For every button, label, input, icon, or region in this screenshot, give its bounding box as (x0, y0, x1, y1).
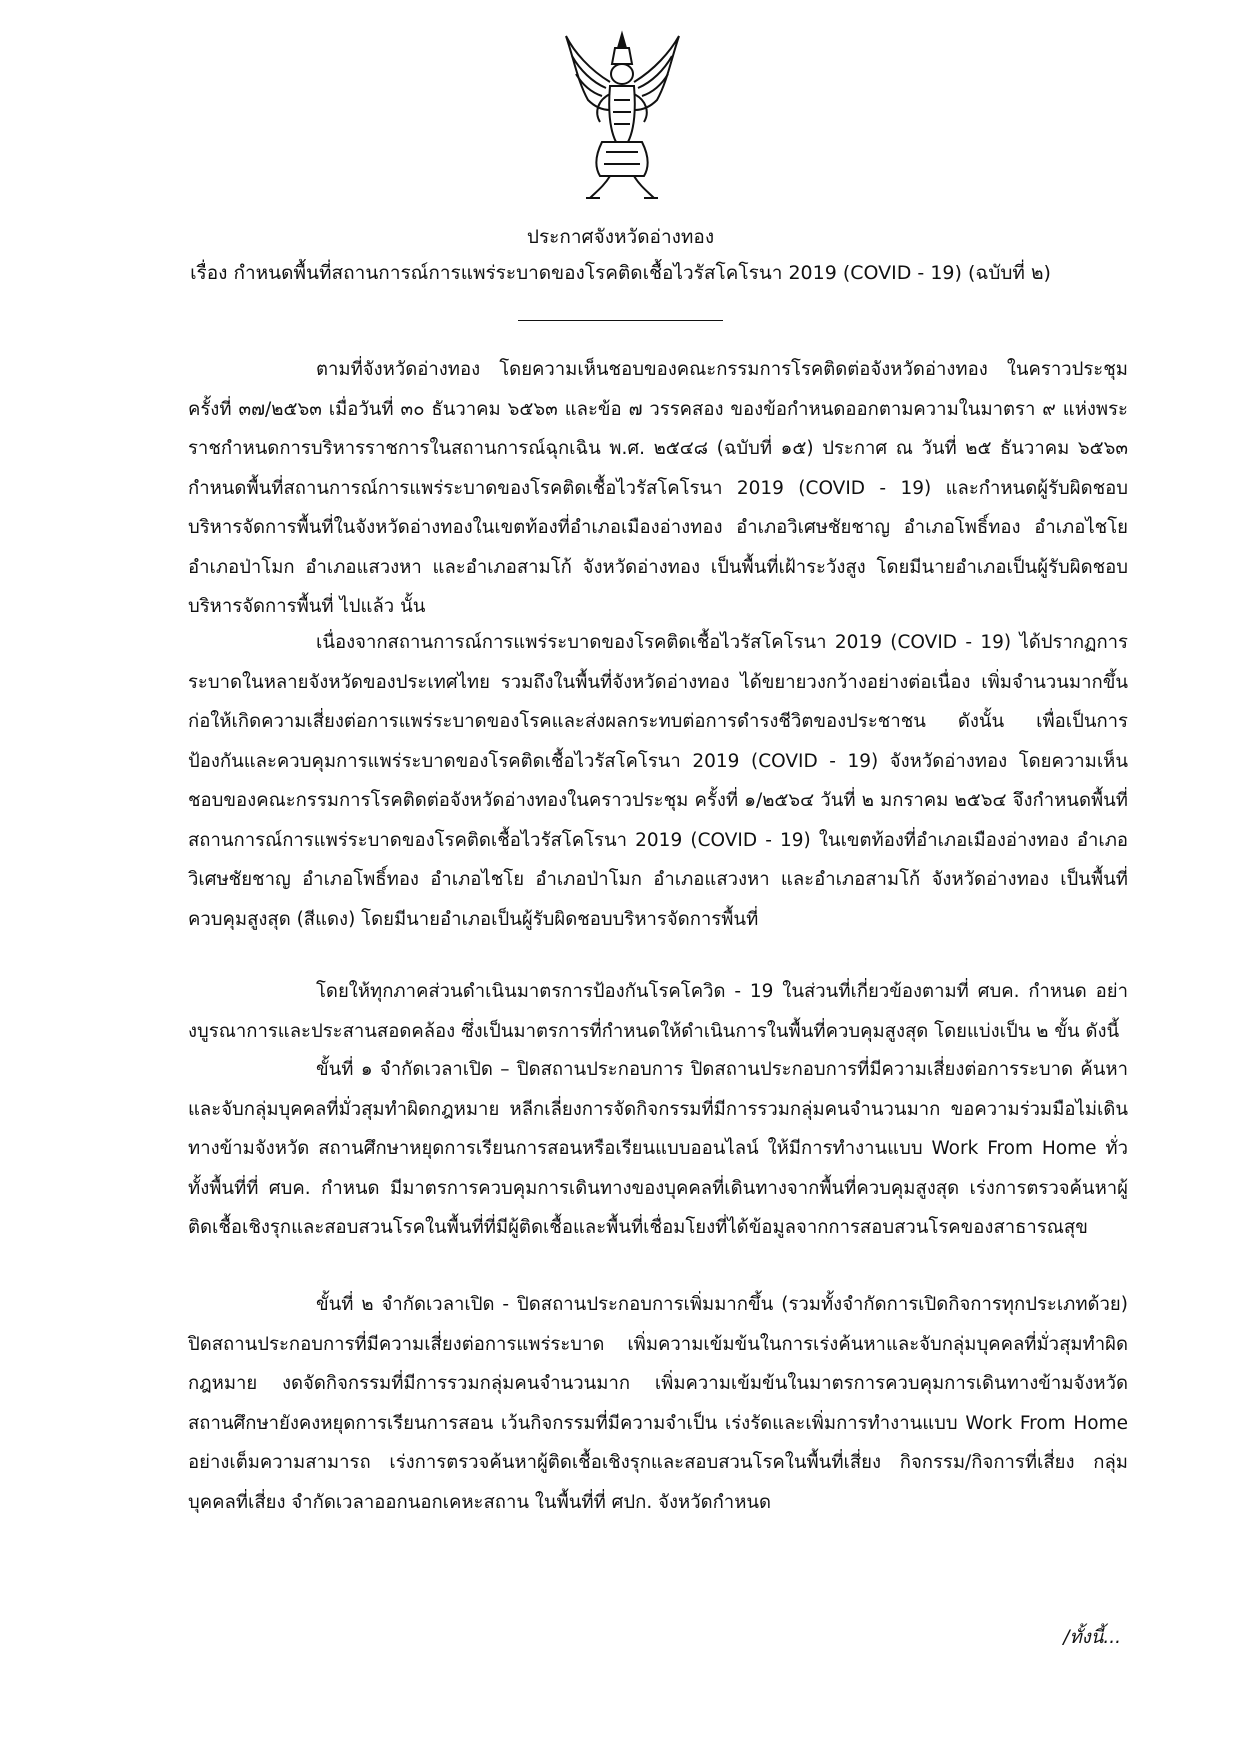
paragraph-situation: เนื่องจากสถานการณ์การแพร่ระบาดของโรคติดเชื้อไวรัสโคโรนา 2019 (COVID - 19) ได้ปรากฏการระบาดในหลายจังหวัดของประเทศไทย รวมถึงในพื้นที่จังหวัดอ่างทอง ได้ขยายวงกว้างอย่างต่อเนื่อง เพิ่มจำนวนมากขึ้น ก่อให้เกิดความเสี่ยงต่อการแพร่ระบาดของโรคและส่งผลกระทบต่อการดำรงชีวิตของประชาชน ดังนั้น เพื่อเป็นการป้องกันและควบคุมการแพร่ระบาดของโรคติดเชื้อไวรัสโคโรนา 2019 (COVID - 19) จังหวัดอ่างทอง โดยความเห็นชอบของคณะกรรมการโรคติดต่อจังหวัดอ่างทองในคราวประชุม ครั้งที่ ๑/๒๕๖๔ วันที่ ๒ มกราคม ๒๕๖๔ จึงกำหนดพื้นที่สถานการณ์การแพร่ระบาดของโรคติดเชื้อไวรัสโคโรนา 2019 (COVID - 19) ในเขตท้องที่อำเภอเมืองอ่างทอง อำเภอวิเศษชัยชาญ อำเภอโพธิ์ทอง อำเภอไชโย อำเภอป่าโมก อำเภอแสวงหา และอำเภอสามโก้ จังหวัดอ่างทอง เป็นพื้นที่ควบคุมสูงสุด (สีแดง) โดยมีนายอำเภอเป็นผู้รับผิดชอบบริหารจัดการพื้นที่ (188, 632, 1128, 930)
continued-marker: /ทั้งนี้... (1063, 1627, 1121, 1648)
garuda-emblem (560, 30, 685, 205)
title-divider (518, 320, 723, 321)
paragraph-stage-2: ขั้นที่ ๒ จำกัดเวลาเปิด - ปิดสถานประกอบการเพิ่มมากขึ้น (รวมทั้งจำกัดการเปิดกิจการทุกประเภทด้วย) ปิดสถานประกอบการที่มีความเสี่ยงต่อการแพร่ระบาด เพิ่มความเข้มข้นในการเร่งค้นหาและจับกลุ่มบุคคลที่มั่วสุมทำผิดกฎหมาย งดจัดกิจกรรมที่มีการรวมกลุ่มคนจำนวนมาก เพิ่มความเข้มข้นในมาตรการควบคุมการเดินทางข้ามจังหวัด สถานศึกษายังคงหยุดการเรียนการสอน เว้นกิจกรรมที่มีความจำเป็น เร่งรัดและเพิ่มการทำงานแบบ Work From Home อย่างเต็มความสามารถ เร่งการตรวจค้นหาผู้ติดเชื้อเชิงรุกและสอบสวนโรคในพื้นที่เสี่ยง กิจกรรม/กิจการที่เสี่ยง กลุ่มบุคคลที่เสี่ยง จำกัดเวลาออกนอกเคหะสถาน ในพื้นที่ที่ ศปก. จังหวัดกำหนด (188, 1294, 1128, 1513)
paragraph-stage-1: ขั้นที่ ๑ จำกัดเวลาเปิด – ปิดสถานประกอบการ ปิดสถานประกอบการที่มีความเสี่ยงต่อการระบาด ค้นหาและจับกลุ่มบุคคลที่มั่วสุมทำผิดกฎหมาย หลีกเลี่ยงการจัดกิจกรรมที่มีการรวมกลุ่มคนจำนวนมาก ขอความร่วมมือไม่เดินทางข้ามจังหวัด สถานศึกษาหยุดการเรียนการสอนหรือเรียนแบบออนไลน์ ให้มีการทำงานแบบ Work From Home ทั่วทั้งพื้นที่ที่ ศบค. กำหนด มีมาตรการควบคุมการเดินทางของบุคคลที่เดินทางจากพื้นที่ควบคุมสูงสุด เร่งการตรวจค้นหาผู้ติดเชื้อเชิงรุกและสอบสวนโรคในพื้นที่ที่มีผู้ติดเชื้อและพื้นที่เชื่อมโยงที่ได้ข้อมูลจากการสอบสวนโรคของสาธารณสุข (188, 1059, 1128, 1238)
paragraph-measures: โดยให้ทุกภาคส่วนดำเนินมาตรการป้องกันโรคโควิด - 19 ในส่วนที่เกี่ยวข้องตามที่ ศบค. กำหนด อย่างบูรณาการและประสานสอดคล้อง ซึ่งเป็นมาตรการที่กำหนดให้ดำเนินการในพื้นที่ควบคุมสูงสุด โดยแบ่งเป็น ๒ ขั้น ดังนี้ (188, 981, 1128, 1042)
announcement-subject: เรื่อง กำหนดพื้นที่สถานการณ์การแพร่ระบาดของโรคติดเชื้อไวรัสโคโรนา 2019 (COVID - 19) (ฉบับที่ ๒) (190, 262, 1051, 284)
paragraph-background: ตามที่จังหวัดอ่างทอง โดยความเห็นชอบของคณะกรรมการโรคติดต่อจังหวัดอ่างทอง ในคราวประชุม ครั้งที่ ๓๗/๒๕๖๓ เมื่อวันที่ ๓๐ ธันวาคม ๖๕๖๓ และข้อ ๗ วรรคสอง ของข้อกำหนดออกตามความในมาตรา ๙ แห่งพระราชกำหนดการบริหารราชการในสถานการณ์ฉุกเฉิน พ.ศ. ๒๕๔๘ (ฉบับที่ ๑๕) ประกาศ ณ วันที่ ๒๕ ธันวาคม ๖๕๖๓ กำหนดพื้นที่สถานการณ์การแพร่ระบาดของโรคติดเชื้อไวรัสโคโรนา 2019 (COVID - 19) และกำหนดผู้รับผิดชอบบริหารจัดการพื้นที่ในจังหวัดอ่างทองในเขตท้องที่อำเภอเมืองอ่างทอง อำเภอวิเศษชัยชาญ อำเภอโพธิ์ทอง อำเภอไชโย อำเภอป่าโมก อำเภอแสวงหา และอำเภอสามโก้ จังหวัดอ่างทอง เป็นพื้นที่เฝ้าระวังสูง โดยมีนายอำเภอเป็นผู้รับผิดชอบบริหารจัดการพื้นที่ ไปแล้ว นั้น (188, 359, 1128, 617)
announcement-title: ประกาศจังหวัดอ่างทอง (526, 226, 715, 248)
